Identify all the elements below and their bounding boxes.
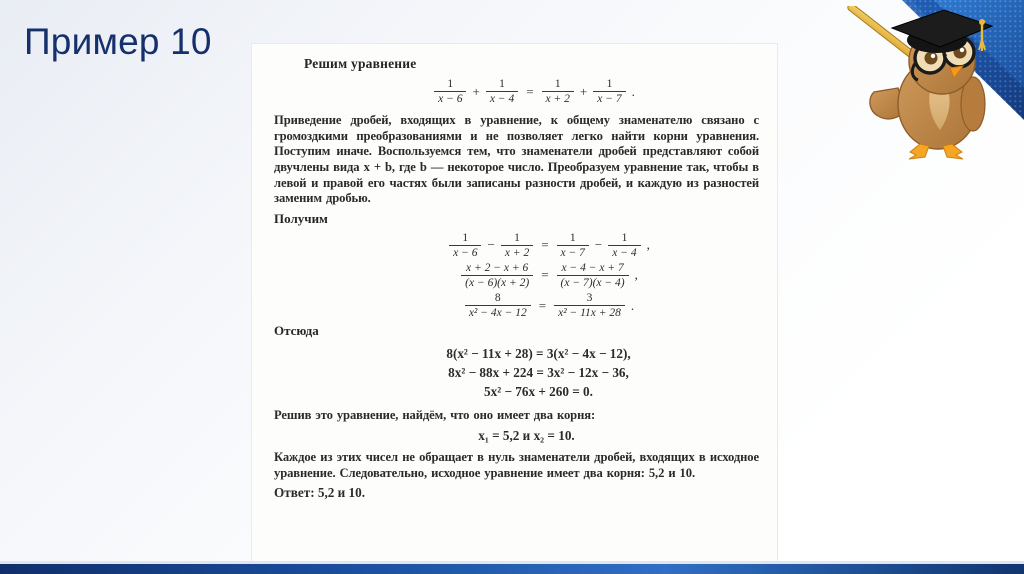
fraction: $\frac{1}{x - 7}$	[593, 78, 625, 105]
equals-sign: =	[541, 237, 549, 253]
equals-sign: =	[538, 297, 547, 313]
answer-line: Ответ: 5,2 и 10.	[274, 484, 366, 500]
label-otsyuda: Отсюда	[274, 323, 319, 339]
fraction: $\frac{1}{x - 7}$	[557, 232, 589, 259]
fraction: $\frac{1}{x + 2}$	[501, 232, 533, 259]
fraction: $\frac{1}{x - 4}$	[608, 232, 640, 259]
comma: ,	[634, 267, 638, 283]
fraction: $\frac{1}{x - 6}$	[434, 78, 466, 105]
minus-sign: −	[487, 237, 495, 253]
plus-sign: +	[472, 83, 480, 99]
owl-icon	[832, 6, 1002, 174]
paragraph-explanation-3: Каждое из этих чисел не обращает в нуль знаменатели дробей, входящих в исходное уравнение. Следовательно, исходное уравнение имеет два корня: 5,2 и 10.	[274, 450, 759, 480]
solution-step: 5x² − 76x + 260 = 0.	[484, 384, 593, 400]
paragraph-explanation-2: Решив это уравнение, найдём, что оно имеет два корня:	[274, 407, 596, 422]
paragraph-explanation-1: Приведение дробей, входящих в уравнение, к общему знаменателю связано с громоздкими преобразованиями и не позволяет легко найти корни уравнения. Поступим иначе. Воспользуемся тем, что знаменатели дробей представляют собой двучлены вида x + b, где b — некоторое число. Преобразуем уравнение так, чтобы в левой и правой его частях были записаны разности дробей, и каждую из разностей заменим дробью.	[274, 113, 759, 206]
fraction: $\frac{1}{x - 4}$	[486, 78, 518, 105]
derivation-line-1	[344, 232, 759, 259]
roots-line: x₁ = 5,2 и x₂ = 10.	[478, 428, 575, 444]
solution-step: 8(x² − 11x + 28) = 3(x² − 4x − 12),	[446, 346, 631, 362]
comma: ,	[646, 237, 650, 253]
period: .	[631, 83, 635, 99]
solution-step: 8x² − 88x + 224 = 3x² − 12x − 36,	[448, 365, 629, 381]
blue-bottom-bar	[0, 564, 1024, 574]
derivation-line-2	[344, 262, 759, 289]
textbook-page-scan	[252, 44, 777, 562]
equals-sign: =	[541, 267, 549, 283]
plus-sign: +	[579, 83, 588, 99]
fraction: $\frac{3}{\text{x² − 11x + 28}}$	[554, 292, 625, 319]
fraction: $\frac{x - 4 - x + 7}{(x - 7)(x - 4)}$	[557, 262, 629, 289]
equals-sign: =	[526, 83, 534, 99]
minus-sign: −	[594, 237, 603, 253]
derivation-line-3	[344, 292, 759, 319]
page-title: Пример 10	[24, 21, 212, 62]
fraction: $\frac{x + 2 - x + 6}{(x - 6)(x + 2)}$	[461, 262, 533, 289]
fraction: $\frac{1}{x + 2}$	[542, 78, 574, 105]
owl-teacher-mascot	[832, 6, 1002, 174]
fraction: $\frac{8}{\text{x² − 4x − 12}}$	[465, 292, 531, 319]
page-heading: Решим уравнение	[304, 56, 417, 71]
period: .	[630, 297, 635, 313]
label-poluchim: Получим	[274, 210, 328, 226]
solution-steps	[274, 344, 759, 401]
fraction: $\frac{1}{x - 6}$	[449, 232, 481, 259]
equation-main	[314, 78, 759, 105]
